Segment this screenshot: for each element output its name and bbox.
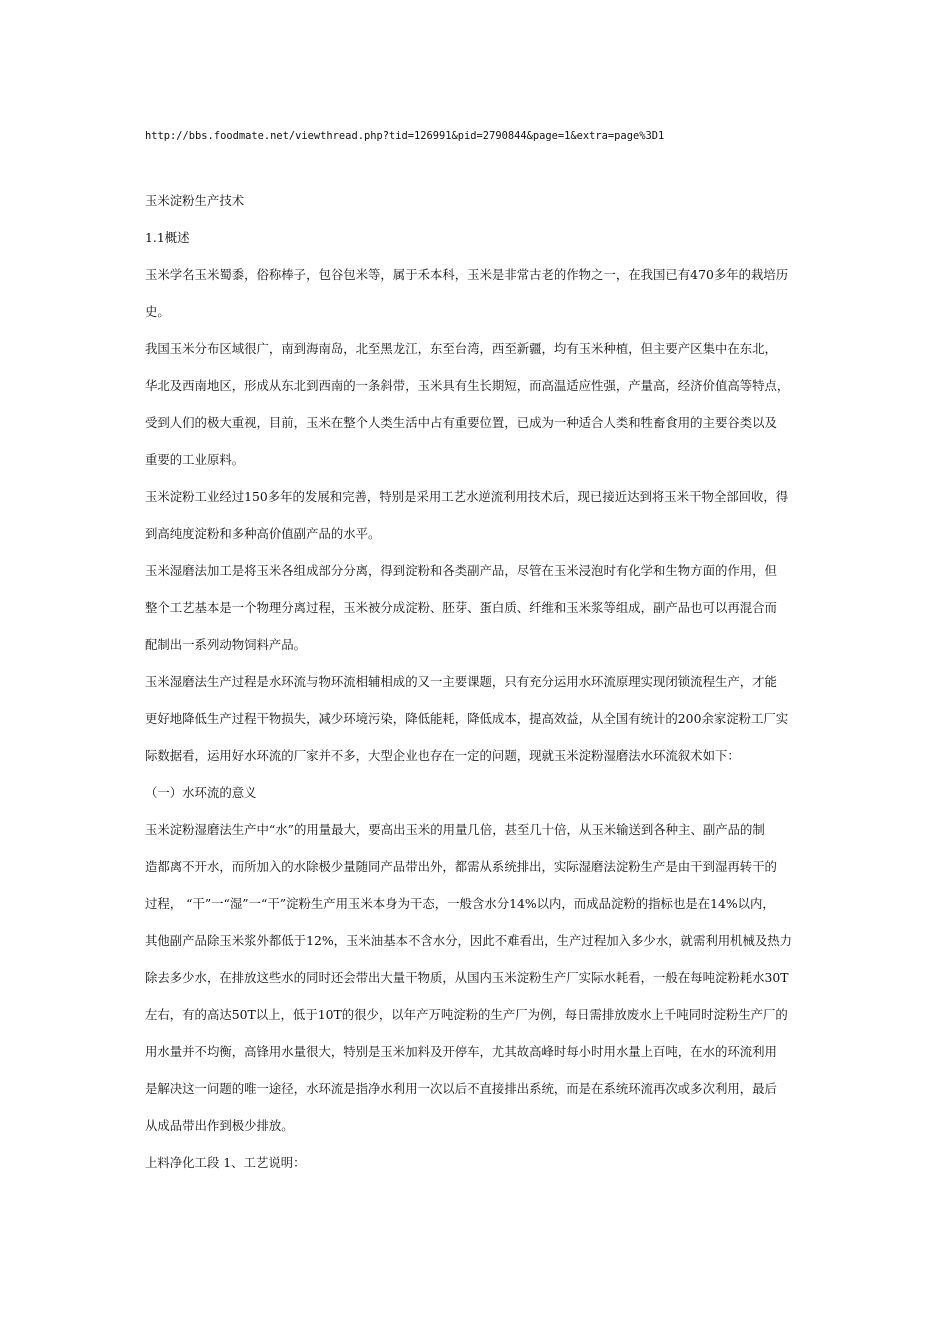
section-heading: （一）水环流的意义 — [145, 785, 257, 800]
paragraph-2 — [145, 339, 825, 469]
text-line: 玉米湿磨法加工是将玉米各组成部分分离，得到淀粉和各类副产品，尽管在玉米浸泡时有化学和生物方面的作用，但 — [145, 563, 777, 578]
text-line: 到高纯度淀粉和多种高价值副产品的水平。 — [145, 526, 381, 541]
paragraph-4 — [145, 561, 825, 654]
text-line: 配制出一系列动物饲料产品。 — [145, 637, 307, 652]
text-line: 玉米湿磨法生产过程是水环流与物环流相辅相成的又一主要课题，只有充分运用水环流原理实现闭锁流程生产，才能 — [145, 674, 777, 689]
paragraph-6 — [145, 820, 825, 1135]
document-title: 玉米淀粉生产技术 — [145, 193, 245, 208]
text-line: 际数据看，运用好水环流的厂家并不多，大型企业也存在一定的问题，现就玉米淀粉湿磨法水环流叙术如下： — [145, 748, 740, 763]
text-line: 其他副产品除玉米浆外都低于12%，玉米油基本不含水分，因此不难看出，生产过程加入多少水，就需利用机械及热力 — [145, 933, 793, 948]
paragraph-1 — [145, 265, 825, 321]
text-line: 整个工艺基本是一个物理分离过程，玉米被分成淀粉、胚芽、蛋白质、纤维和玉米浆等组成，副产品也可以再混合而 — [145, 600, 777, 615]
document-body — [145, 127, 825, 1190]
text-line: 玉米学名玉米蜀黍，俗称棒子，包谷包米等，属于禾本科，玉米是非常古老的作物之一，在我国已有470多年的栽培历 — [145, 267, 789, 282]
text-line: 左右，有的高达50T以上，低于10T的很少，以年产万吨淀粉的生产厂为例，每日需排放废水上千吨同时淀粉生产厂的 — [145, 1007, 788, 1022]
text-line: 我国玉米分布区域很广，南到海南岛，北至黑龙江，东至台湾，西至新疆，均有玉米种植，但主要产区集中在东北， — [145, 341, 777, 356]
text-line: 是解决这一问题的唯一途径，水环流是指净水利用一次以后不直接排出系统，而是在系统环流再次或多次利用，最后 — [145, 1081, 777, 1096]
document-title-block — [145, 191, 825, 210]
text-line: 玉米淀粉湿磨法生产中“水”的用量最大，要高出玉米的用量几倍，甚至几十倍，从玉米输送到各种主、副产品的制 — [145, 822, 765, 837]
section-heading: 1.1概述 — [145, 230, 190, 245]
text-line: 造都离不开水，而所加入的水除极少量随同产品带出外，都需从系统排出，实际湿磨法淀粉生产是由干到湿再转干的 — [145, 859, 777, 874]
text-line: 华北及西南地区，形成从东北到西南的一条斜带，玉米具有生长期短，而高温适应性强，产量高，经济价值高等特点， — [145, 378, 790, 393]
text-line: 从成品带出作到极少排放。 — [145, 1118, 294, 1133]
text-line: 过程， “干”一“湿”一“干”淀粉生产用玉米本身为干态，一般含水分14%以内，而成品淀粉的指标也是在14%以内， — [145, 896, 775, 911]
section-heading-feeding — [145, 1153, 825, 1172]
text-line: 受到人们的极大重视，目前，玉米在整个人类生活中占有重要位置，已成为一种适合人类和牲畜食用的主要谷类以及 — [145, 415, 777, 430]
text-line: 重要的工业原料。 — [145, 452, 245, 467]
section-heading-water-circulation — [145, 783, 825, 802]
paragraph-3 — [145, 487, 825, 543]
text-line: 除去多少水，在排放这些水的同时还会带出大量干物质，从国内玉米淀粉生产厂实际水耗看，一般在每吨淀粉耗水30T — [145, 970, 789, 985]
source-url: http://bbs.foodmate.net/viewthread.php?tid=126991&pid=2790844&page=1&extra=page%3D1 — [145, 130, 665, 142]
text-line: 用水量并不均衡，高锋用水量很大，特别是玉米加料及开停车，尤其故高峰时每小时用水量上百吨，在水的环流利用 — [145, 1044, 777, 1059]
section-heading-overview — [145, 228, 825, 247]
text-line: 更好地降低生产过程干物损失，减少环境污染，降低能耗，降低成本，提高效益，从全国有统计的200余家淀粉工厂实 — [145, 711, 789, 726]
text-line: 玉米淀粉工业经过150多年的发展和完善，特别是采用工艺水逆流利用技术后，现已接近达到将玉米干物全部回收，得 — [145, 489, 789, 504]
text-line: 史。 — [145, 304, 170, 319]
section-heading: 上料净化工段 1、工艺说明： — [145, 1155, 306, 1170]
paragraph-5 — [145, 672, 825, 765]
